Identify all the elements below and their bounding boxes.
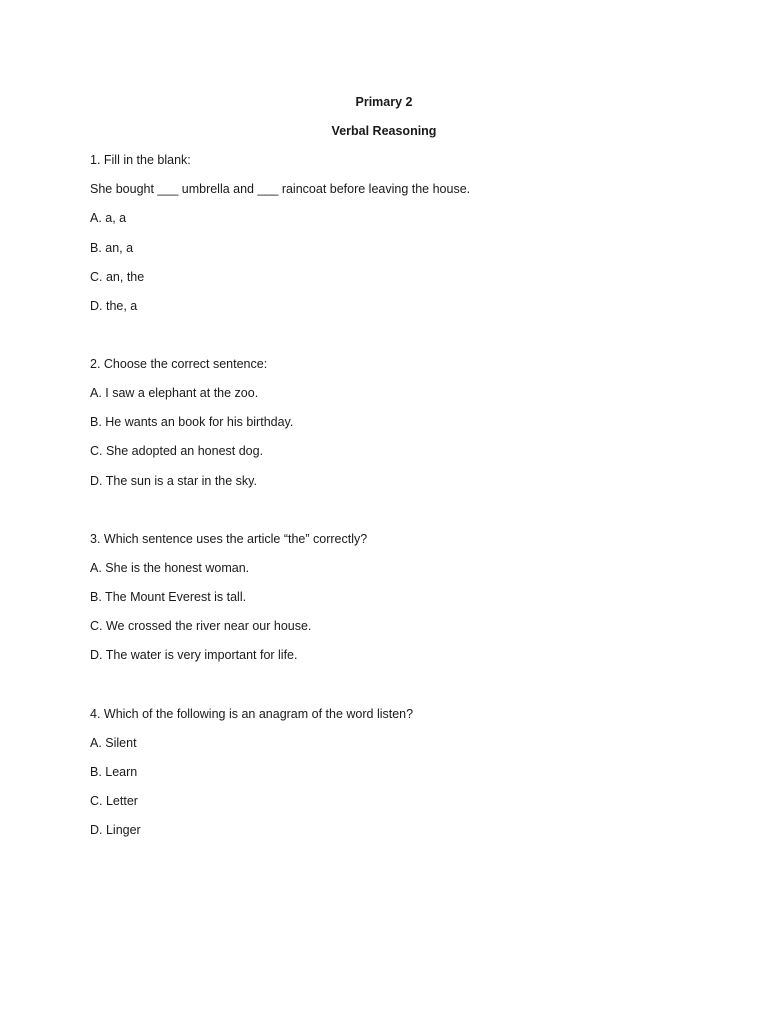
question-1-option-a: A. a, a [90, 211, 127, 225]
question-1-sentence: She bought ___ umbrella and ___ raincoat before leaving the house. [90, 182, 471, 196]
document-subtitle: Verbal Reasoning [331, 124, 437, 138]
question-4-option-d: D. Linger [90, 823, 141, 837]
question-2-option-a: A. I saw a elephant at the zoo. [90, 386, 259, 400]
document-title: Primary 2 [355, 95, 413, 109]
question-3-option-c: C. We crossed the river near our house. [90, 619, 312, 633]
question-4-option-b: B. Learn [90, 765, 138, 779]
question-4-option-c: C. Letter [90, 794, 138, 808]
question-4-option-a: A. Silent [90, 736, 137, 750]
question-2-option-b: B. He wants an book for his birthday. [90, 415, 294, 429]
question-1-prompt: 1. Fill in the blank: [90, 153, 191, 167]
question-3-option-a: A. She is the honest woman. [90, 561, 250, 575]
question-1-option-d: D. the, a [90, 299, 138, 313]
question-2-prompt: 2. Choose the correct sentence: [90, 357, 268, 371]
question-2-option-c: C. She adopted an honest dog. [90, 444, 264, 458]
question-2-option-d: D. The sun is a star in the sky. [90, 474, 257, 488]
question-1-option-c: C. an, the [90, 270, 145, 284]
question-1-option-b: B. an, a [90, 241, 134, 255]
question-4-prompt: 4. Which of the following is an anagram of the word listen? [90, 707, 414, 721]
question-3-option-d: D. The water is very important for life. [90, 648, 298, 662]
question-3-prompt: 3. Which sentence uses the article “the” correctly? [90, 532, 368, 546]
question-3-option-b: B. The Mount Everest is tall. [90, 590, 247, 604]
